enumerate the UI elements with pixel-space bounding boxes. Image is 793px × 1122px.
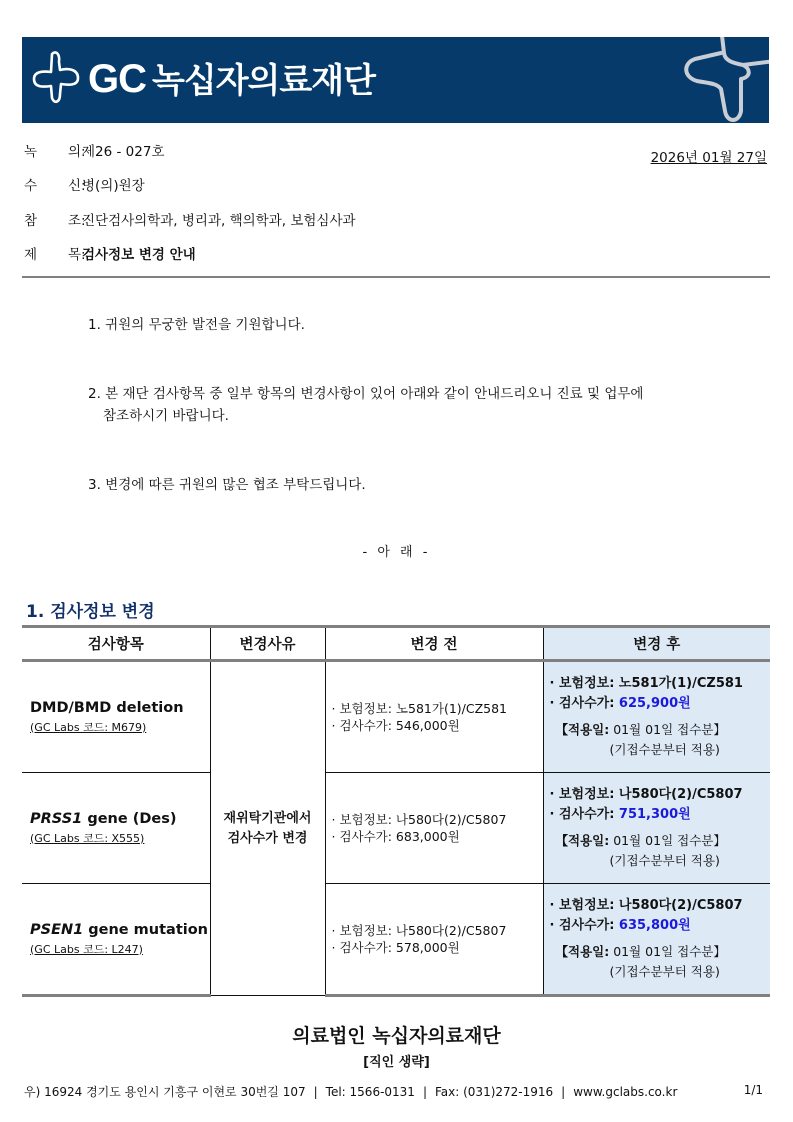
footer-separator: | <box>313 1085 318 1099</box>
before-price: · 검사수가: 578,000원 <box>331 940 460 955</box>
meta-label: 녹 <box>24 144 38 160</box>
apply-date <box>550 831 771 851</box>
test-code: (GC Labs 코드: M679) <box>30 720 147 734</box>
test-name-rest: gene (Des) <box>82 810 177 827</box>
reason-line-2: 검사수가 변경 <box>227 830 308 846</box>
apply-value: 01월 01일 접수분】 <box>609 944 726 959</box>
before-insurance: · 보험정보: 나580다(2)/C5807 <box>331 812 507 827</box>
after-insurance <box>550 896 771 916</box>
after-insurance-value: 나580다(2)/C5807 <box>618 898 743 913</box>
test-item-cell <box>22 773 210 884</box>
paragraph-2-line-2: 참조하시기 바랍니다. <box>103 408 229 424</box>
brand-korean: 녹십자의료재단 <box>152 61 375 101</box>
footer-address: 우) 16924 경기도 용인시 기흥구 이현로 30번길 107 <box>24 1085 306 1099</box>
column-header-reason: 변경사유 <box>210 627 325 661</box>
test-item-cell <box>22 884 210 996</box>
before-price: · 검사수가: 546,000원 <box>331 718 460 733</box>
reason-line-1: 재위탁기관에서 <box>223 810 312 826</box>
recipient-value: 병(의)원장 <box>82 178 145 194</box>
after-price-label: · 검사수가: <box>549 807 619 822</box>
after-price <box>550 805 771 825</box>
apply-note: (기접수분부터 적용) <box>609 964 720 979</box>
meta-label: 조: <box>68 213 86 229</box>
after-price-value: 625,900원 <box>618 696 691 711</box>
after-insurance <box>550 674 771 694</box>
meta-label: 참 <box>24 213 38 229</box>
test-name-rest: DMD/BMD deletion <box>30 699 184 716</box>
footer-contact <box>24 1083 677 1100</box>
test-code: (GC Labs 코드: L247) <box>30 942 143 956</box>
divider <box>22 276 770 278</box>
after-price-value: 635,800원 <box>618 918 691 933</box>
paragraph-3: 3. 변경에 따른 귀원의 많은 협조 부탁드립니다. <box>88 477 366 493</box>
paragraph-2-line-1: 2. 본 재단 검사항목 중 일부 항목의 변경사항이 있어 아래와 같이 안내드리오니 진료 및 업무에 <box>88 386 644 402</box>
brand-latin: GC <box>88 57 146 101</box>
subject-value: 검사정보 변경 안내 <box>82 247 196 263</box>
apply-label: 【적용일: <box>555 944 610 959</box>
gene-symbol: PRSS1 <box>30 810 83 827</box>
changes-table <box>22 625 770 997</box>
cc-value: 진단검사의학과, 병리과, 핵의학과, 보험심사과 <box>82 213 356 229</box>
gc-cross-decoration-icon <box>677 37 769 123</box>
apply-date <box>550 720 771 740</box>
test-code: (GC Labs 코드: X555) <box>30 831 145 845</box>
after-cell <box>543 884 770 996</box>
test-name <box>30 811 210 827</box>
apply-note: (기접수분부터 적용) <box>609 742 720 757</box>
after-price <box>550 694 771 714</box>
issuer-organization: 의료법인 녹십자의료재단 <box>292 1025 501 1047</box>
footer-separator: | <box>422 1085 427 1099</box>
change-reason-cell <box>210 661 325 996</box>
apply-value: 01월 01일 접수분】 <box>609 833 726 848</box>
apply-label: 【적용일: <box>555 722 610 737</box>
seal-omitted: [직인 생략] <box>363 1055 430 1070</box>
apply-date <box>550 942 771 962</box>
header-banner <box>22 37 769 123</box>
after-price-label: · 검사수가: <box>549 918 619 933</box>
meta-label: 의: <box>68 144 86 160</box>
before-cell <box>325 884 543 996</box>
meta-label: 수 <box>24 178 38 194</box>
apply-value: 01월 01일 접수분】 <box>609 722 726 737</box>
before-insurance: · 보험정보: 노581가(1)/CZ581 <box>331 701 508 716</box>
paragraph-2 <box>88 383 643 427</box>
after-price-label: · 검사수가: <box>549 696 619 711</box>
meta-label: 신: <box>68 178 86 194</box>
meta-label: 제 <box>24 247 38 263</box>
letter-date: 2026년 01월 27일 <box>650 150 767 166</box>
table-header-row <box>22 627 770 661</box>
after-cell <box>543 661 770 773</box>
footer-fax: Fax: (031)272-1916 <box>435 1085 554 1099</box>
brand-title <box>88 53 375 107</box>
gene-symbol: PSEN1 <box>30 921 84 938</box>
after-insurance-value: 나580다(2)/C5807 <box>618 787 743 802</box>
before-insurance: · 보험정보: 나580다(2)/C5807 <box>331 923 507 938</box>
before-cell <box>325 773 543 884</box>
footer-tel: Tel: 1566-0131 <box>325 1085 415 1099</box>
after-insurance-value: 노581가(1)/CZ581 <box>618 676 743 691</box>
before-cell <box>325 661 543 773</box>
column-header-before: 변경 전 <box>325 627 543 661</box>
table-row <box>22 773 770 884</box>
page-number: 1/1 <box>743 1083 763 1097</box>
test-name <box>30 922 210 938</box>
after-insurance-label: · 보험정보: <box>549 676 619 691</box>
gc-cross-logo-icon <box>30 48 82 108</box>
before-price: · 검사수가: 683,000원 <box>331 829 460 844</box>
table-row <box>22 661 770 773</box>
after-price <box>550 916 771 936</box>
section-title: 1. 검사정보 변경 <box>26 602 155 622</box>
after-price-value: 751,300원 <box>618 807 691 822</box>
column-header-after: 변경 후 <box>543 627 770 661</box>
doc-number-value: 제26 - 027호 <box>82 144 165 160</box>
after-insurance <box>550 785 771 805</box>
below-marker: - 아 래 - <box>362 545 431 560</box>
apply-note: (기접수분부터 적용) <box>609 853 720 868</box>
apply-label: 【적용일: <box>555 833 610 848</box>
footer-website[interactable]: www.gclabs.co.kr <box>573 1085 678 1099</box>
paragraph-1: 1. 귀원의 무궁한 발전을 기원합니다. <box>88 317 305 333</box>
table-row <box>22 884 770 996</box>
test-name-rest: gene mutation <box>83 921 209 938</box>
after-insurance-label: · 보험정보: <box>549 898 619 913</box>
meta-label: 목: <box>68 247 86 263</box>
column-header-test-item: 검사항목 <box>22 627 210 661</box>
test-name <box>30 700 210 716</box>
after-cell <box>543 773 770 884</box>
after-insurance-label: · 보험정보: <box>549 787 619 802</box>
footer-separator: | <box>561 1085 566 1099</box>
test-item-cell <box>22 661 210 773</box>
